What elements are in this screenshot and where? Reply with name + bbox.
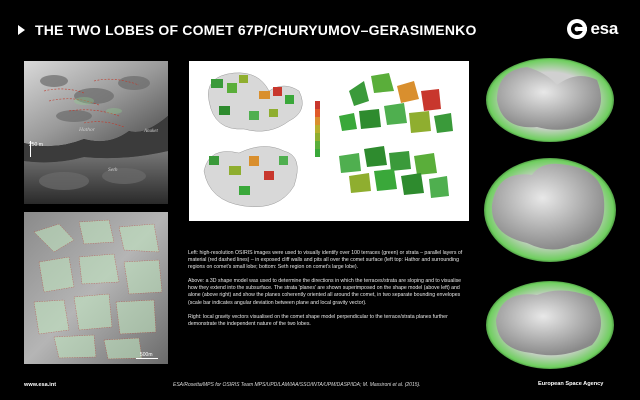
svg-text:Anuket: Anuket	[144, 129, 158, 134]
esa-logo	[566, 18, 618, 40]
svg-text:Seth: Seth	[108, 167, 118, 173]
shape-model-panel	[189, 61, 469, 221]
hathor-surface-image	[24, 61, 168, 204]
footer-agency: European Space Agency	[538, 381, 604, 387]
bottom-scale-label: 500m	[140, 352, 153, 358]
footer-credit: ESA/Rosetta/MPS for OSIRIS Team MPS/UPD/LAM/IAA/SSO/INTA/UPM/DASP/IDA; M. Massironi et al. (2015).	[173, 382, 421, 388]
description-paragraph-right: Right: local gravity vectors visualised on the comet shape model perpendicular to the terrace/strata planes further demonstrate the independent nature of the two lobes.	[188, 313, 448, 327]
logo-text: esa	[590, 19, 618, 38]
arrow-bullet-icon	[18, 25, 25, 35]
title-bar	[18, 20, 477, 40]
esa-logo-icon	[566, 18, 588, 40]
description-text	[188, 250, 468, 335]
svg-text:Hathor: Hathor	[79, 127, 95, 133]
top-scale-label: 250 m	[29, 142, 43, 148]
page-title: THE TWO LOBES OF COMET 67P/CHURYUMOV–GERASIMENKO	[35, 22, 477, 38]
seth-surface-image	[24, 212, 168, 364]
footer-website: www.esa.int	[24, 382, 57, 388]
description-paragraph-left: Left: high-resolution OSIRIS images were used to visually identify over 100 terraces (green) or strata – parallel layers of material (red dashed lines) – in exposed cliff walls and pits all over the comet surface (left top: Hathor and surrounding regions on comet's small lobe; bottom: Seth region on comet's large lobe).	[188, 250, 463, 271]
description-paragraph-above: Above: a 3D shape model was used to determine the directions in which the terraces/strata are sloping and to visualise how they extend into the subsurface. The strata 'planes' are shown superimposed on the shape model (above left) and alone (above right) and show the planes coherently oriented all around the comet, in two separate bounding envelopes (scale bar indicates angular deviation between plane and local gravity vector).	[188, 278, 462, 306]
gravity-vectors-panel	[482, 55, 617, 373]
